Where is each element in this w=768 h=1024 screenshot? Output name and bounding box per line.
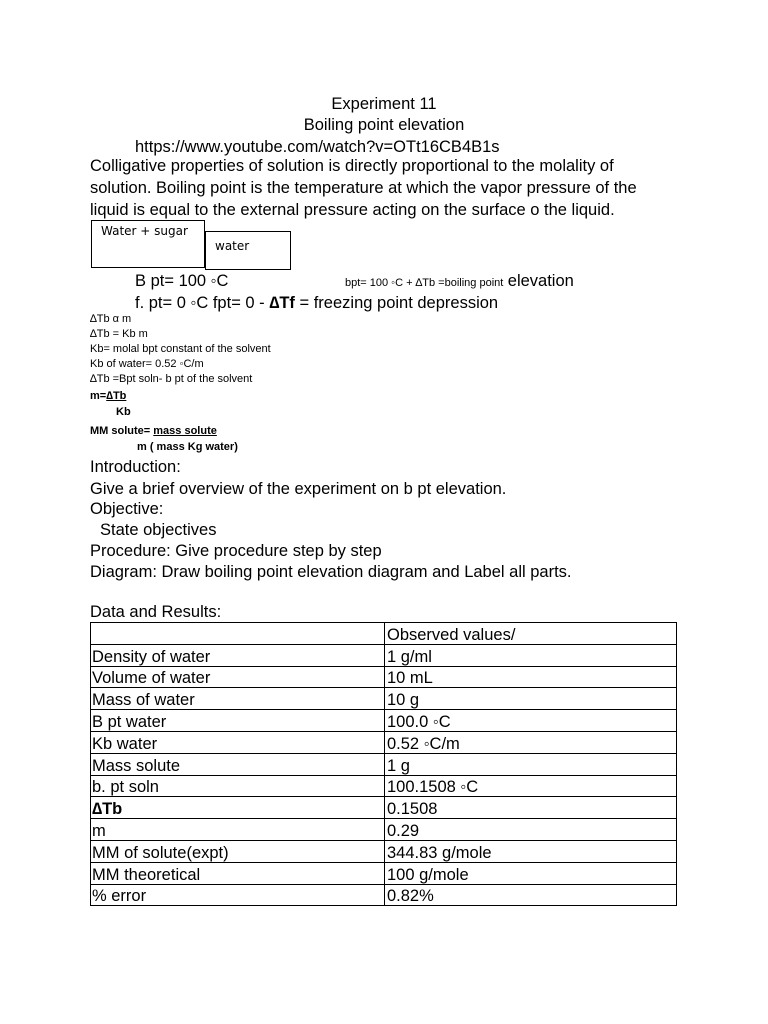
objective-text: State objectives [100,521,217,539]
table-row [91,862,677,884]
video-link[interactable]: https://www.youtube.com/watch?v=OTt16CB4B1s [135,138,500,156]
fpt-equation: f. pt= 0 ◦C fpt= 0 - ∆Tf = freezing point depression [135,294,499,312]
formula-molar-mass-denominator: m ( mass Kg water) [137,441,238,453]
formula-molality: m=∆Tb [90,390,127,402]
introduction-text: Give a brief overview of the experiment on b pt elevation. [90,480,507,498]
page-title: Experiment 11 [331,95,437,113]
table-cell-property: Mass of water [91,688,385,710]
table-cell-value: 0.29 [385,819,677,841]
table-row [91,840,677,862]
table-row [91,797,677,819]
table-cell-value: 1 g [385,753,677,775]
table-row [91,688,677,710]
results-table [90,622,677,906]
table-cell-value: 0.82% [385,884,677,906]
table-cell-property: Volume of water [91,666,385,688]
intro-line-2: solution. Boiling point is the temperature at which the vapor pressure of the [90,179,637,197]
page-subtitle: Boiling point elevation [303,116,465,134]
table-header-row [91,623,677,645]
table-cell-value: 100.0 ◦C [385,710,677,732]
data-heading: Data and Results: [90,603,222,621]
solvent-box [205,231,291,270]
table-cell-property: b. pt soln [91,775,385,797]
objective-heading: Objective: [90,500,164,518]
solvent-box-label: water [215,239,250,253]
table-cell-property [91,623,385,645]
intro-line-3: liquid is equal to the external pressure acting on the surface o the liquid. [90,201,615,219]
table-cell-property: Kb water [91,731,385,753]
bpt-equation: B pt= 100 ◦C [135,272,229,290]
table-cell-property: Density of water [91,644,385,666]
table-cell-value: Observed values/ [385,623,677,645]
table-cell-value: 344.83 g/mole [385,840,677,862]
formula-kb-definition: Kb= molal bpt constant of the solvent [90,343,271,355]
table-cell-value: 100.1508 ◦C [385,775,677,797]
formula-delta-tb: ∆Tb = Kb m [90,328,148,340]
introduction-heading: Introduction: [90,458,181,476]
procedure-text: Procedure: Give procedure step by step [90,542,382,560]
table-cell-property: % error [91,884,385,906]
table-cell-value: 1 g/ml [385,644,677,666]
table-row [91,775,677,797]
bpt-elevation-equation: bpt= 100 ◦C + ∆Tb =boiling point elevation [345,272,574,290]
table-cell-value: 10 mL [385,666,677,688]
table-cell-property: Mass solute [91,753,385,775]
formula-delta-tb-definition: ∆Tb =Bpt soln- b pt of the solvent [90,373,253,385]
table-row [91,731,677,753]
table-cell-property: ∆Tb [91,797,385,819]
solution-box-label: Water + sugar [101,224,188,238]
table-cell-property: B pt water [91,710,385,732]
table-cell-property: MM of solute(expt) [91,840,385,862]
solution-box [91,220,205,268]
table-cell-value: 100 g/mole [385,862,677,884]
table-row [91,819,677,841]
table-cell-property: m [91,819,385,841]
formula-kb-water: Kb of water= 0.52 ◦C/m [90,358,204,370]
formula-proportional: ∆Tb α m [90,313,132,325]
table-cell-property: MM theoretical [91,862,385,884]
table-row [91,884,677,906]
table-row [91,710,677,732]
table-row [91,666,677,688]
table-cell-value: 10 g [385,688,677,710]
formula-molality-denominator: Kb [116,406,131,418]
formula-molar-mass: MM solute= mass solute [90,425,217,437]
intro-line-1: Colligative properties of solution is directly proportional to the molality of [90,157,614,175]
table-cell-value: 0.1508 [385,797,677,819]
table-row [91,644,677,666]
diagram-text: Diagram: Draw boiling point elevation diagram and Label all parts. [90,563,572,581]
table-cell-value: 0.52 ◦C/m [385,731,677,753]
table-row [91,753,677,775]
